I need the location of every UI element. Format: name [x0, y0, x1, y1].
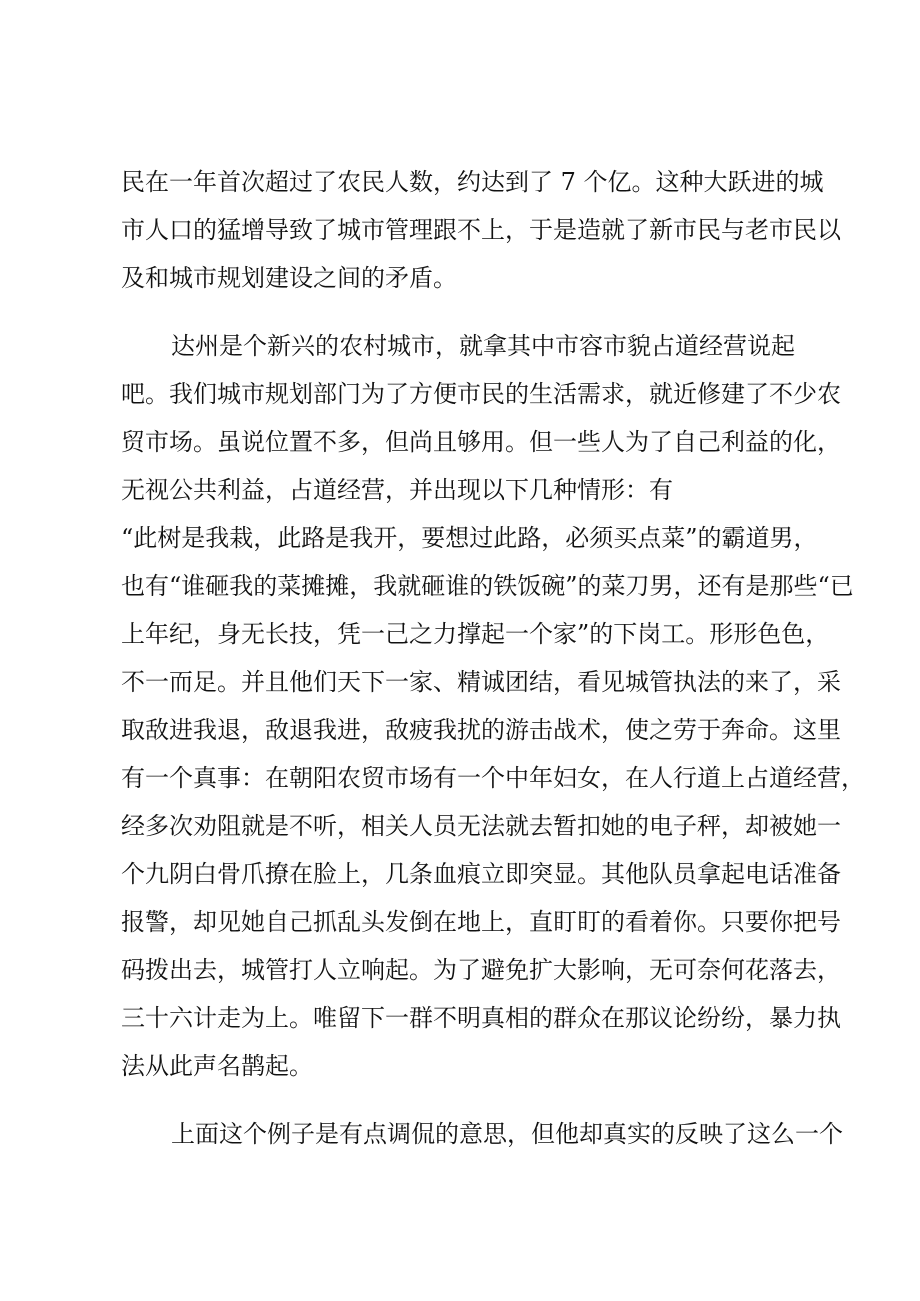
text-line: 不一而足。并且他们天下一家、精诚团结，看见城管执法的来了，采 [121, 668, 841, 696]
text-line: 也有“谁砸我的菜摊摊，我就砸谁的铁饭碗”的菜刀男，还有是那些“已 [121, 572, 854, 600]
text-line: 上年纪，身无长技，凭一己之力撑起一个家”的下岗工。形形色色， [121, 620, 830, 648]
text-line: 取敌进我退，敌退我进，敌疲我扰的游击战术，使之劳于奔命。这里 [121, 716, 841, 744]
text-line: 及和城市规划建设之间的矛盾。 [121, 264, 457, 292]
text-line: 码拨出去，城管打人立响起。为了避免扩大影响，无可奈何花落去， [121, 956, 841, 984]
paragraph-start-line: 上面这个例子是有点调侃的意思，但他却真实的反映了这么一个 [171, 1120, 843, 1148]
paragraph-start-line: 达州是个新兴的农村城市，就拿其中市容市貌占道经营说起 [171, 332, 795, 360]
text-line: 贸市场。虽说位置不多，但尚且够用。但一些人为了自己利益的化， [121, 428, 841, 456]
text-line: 无视公共利益，占道经营，并出现以下几种情形：有 [121, 476, 673, 504]
text-line: 法从此声名鹊起。 [121, 1052, 313, 1080]
text-line: 报警，却见她自己抓乱头发倒在地上，直盯盯的看着你。只要你把号 [121, 908, 841, 936]
text-line: 市人口的猛增导致了城市管理跟不上，于是造就了新市民与老市民以 [121, 216, 841, 244]
text-line: 经多次劝阻就是不听，相关人员无法就去暂扣她的电子秤，却被她一 [121, 812, 841, 840]
text-line: 吧。我们城市规划部门为了方便市民的生活需求，就近修建了不少农 [121, 380, 841, 408]
text-line: “此树是我栽，此路是我开，要想过此路，必须买点菜”的霸道男， [121, 524, 818, 552]
text-line: 个九阴白骨爪撩在脸上，几条血痕立即突显。其他队员拿起电话准备 [121, 860, 841, 888]
text-line: 三十六计走为上。唯留下一群不明真相的群众在那议论纷纷，暴力执 [121, 1004, 841, 1032]
text-line: 有一个真事：在朝阳农贸市场有一个中年妇女，在人行道上占道经营， [121, 764, 865, 792]
text-line: 民在一年首次超过了农民人数，约达到了 7 个亿。这种大跃进的城 [121, 168, 824, 196]
